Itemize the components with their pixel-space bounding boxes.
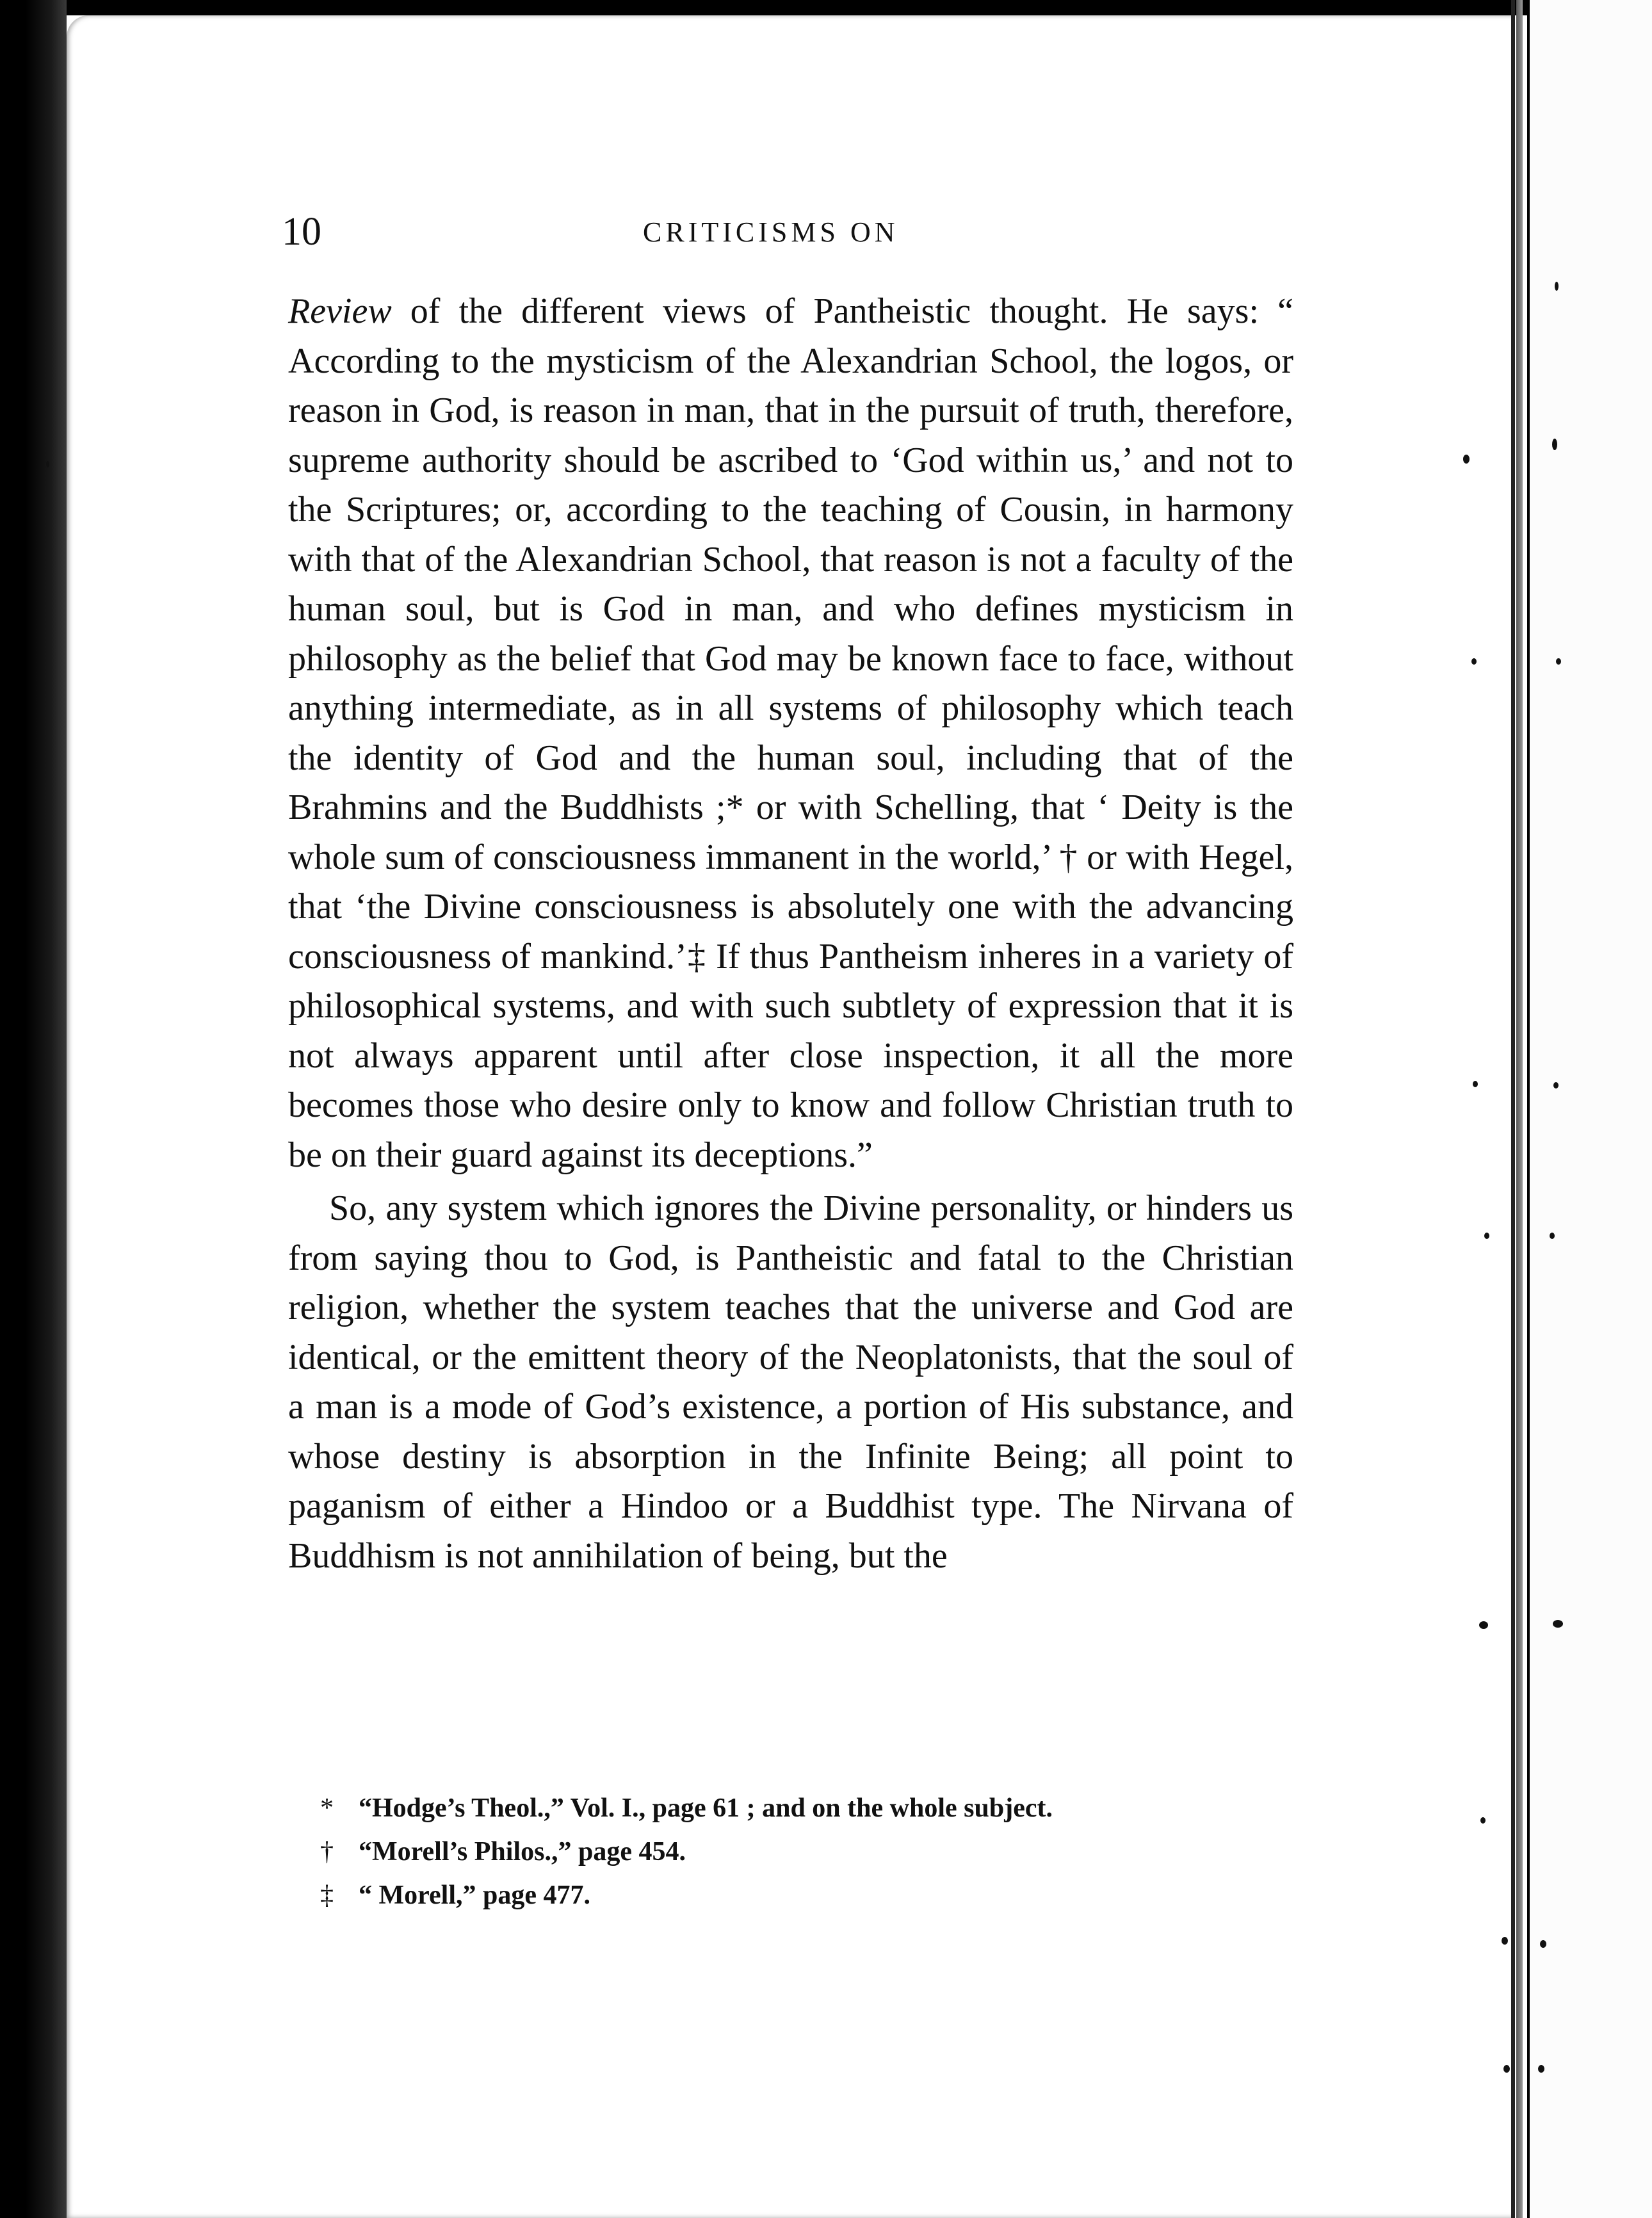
body-text <box>288 287 1293 1581</box>
scan-left-border <box>0 0 67 2218</box>
footnote <box>320 1786 1319 1830</box>
footnote-mark: † <box>320 1837 334 1866</box>
footnote-mark: ‡ <box>320 1881 334 1910</box>
page-number: 10 <box>282 210 321 254</box>
binding-gutter-shadow <box>1516 0 1523 2218</box>
paragraph-text: of the different views of Pantheistic thought. He says: “ According to the mysticism of the Alexandrian School, the logos, or reason in God, is reason in man, that in the pursuit of truth, therefore, supreme authority should be ascribed to ‘God within us,’ and not to the Scriptures; or, according to the teaching of Cousin, in harmony with that of the Alexandrian School, that reason is not a faculty of the human soul, but is God in man, and who defines mysticism in philosophy as the belief that God may be known face to face, without anything intermediate, as in all systems of philosophy which teach the identity of God and the human soul, including that of the Brahmins and the Buddhists ;* or with Schelling, that ‘ Deity is the whole sum of consciousness immanent in the world,’ † or with Hegel, that ‘the Divine consciousness is absolutely one with the advancing consciousness of mankind.’‡ If thus Pantheism inheres in a variety of philosophical systems, and with such subtlety of expression that it is not always apparent until after close inspection, it all the more becomes those who desire only to know and follow Christian truth to be on their guard against its deceptions.” <box>288 291 1293 1175</box>
binding-gutter <box>1511 0 1515 2218</box>
footnote <box>320 1874 1319 1917</box>
paragraph-text: So, any system which ignores the Divine personality, or hinders us from saying thou to God, is Pantheistic and fatal to the Christian religion, whether the system teaches that the universe and God are identical, or the emittent theory of the Neoplatonists, that the soul of a man is a mode of God’s existence, a portion of His substance, and whose destiny is absorption in the Infinite Being; all point to paganism of either a Hindoo or a Buddhist type. The Nirvana of Buddhism is not annihilation of being, but the <box>288 1188 1293 1576</box>
footnote <box>320 1830 1319 1874</box>
footnote-text: “ Morell,” page 477. <box>359 1881 591 1910</box>
footnote-text: “Morell’s Philos.,” page 454. <box>359 1837 686 1866</box>
running-head: CRITICISMS ON <box>643 216 899 248</box>
italic-title: Review <box>288 291 392 331</box>
facing-page-edge <box>1530 0 1652 2218</box>
footnote-text: “Hodge’s Theol.,” Vol. I., page 61 ; and on the whole subject. <box>359 1793 1053 1823</box>
paragraph <box>288 287 1293 1180</box>
footnote-mark: * <box>320 1793 334 1823</box>
page-header <box>282 206 1306 257</box>
paragraph <box>288 1184 1293 1581</box>
footnotes <box>320 1786 1319 1917</box>
scan-top-border <box>0 0 1652 15</box>
